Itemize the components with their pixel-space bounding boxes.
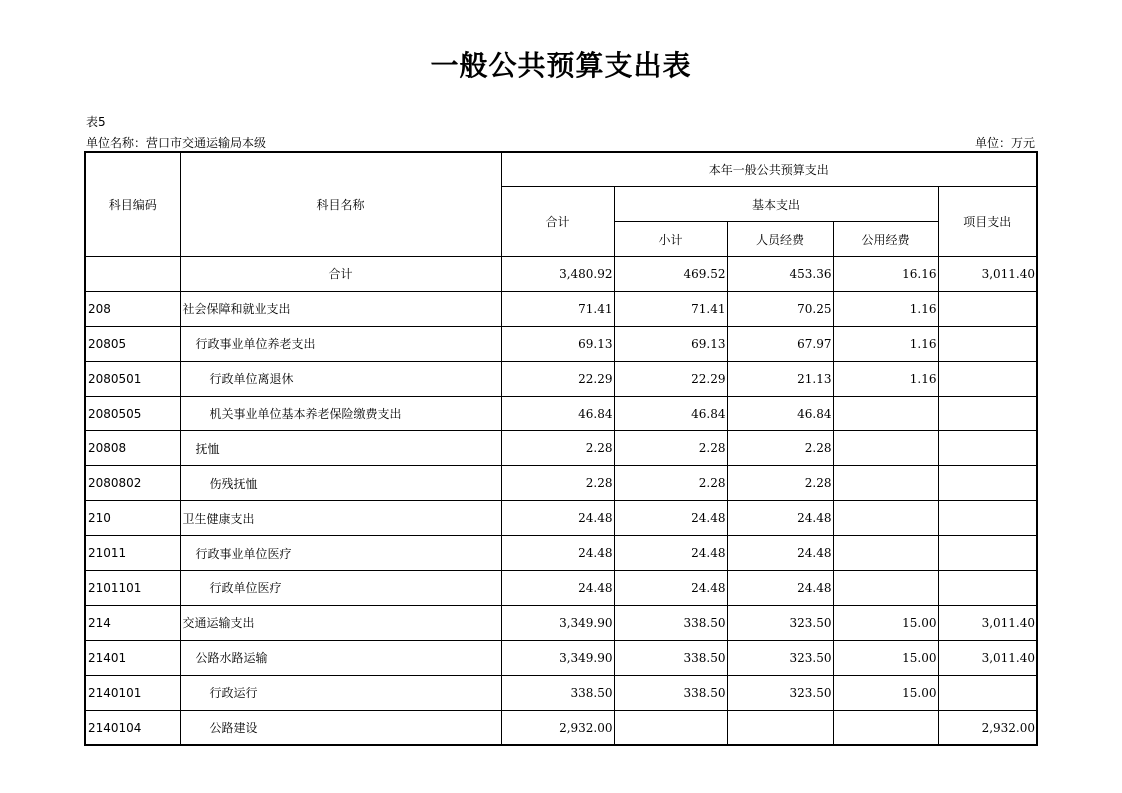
subtotal-amount-cell: 2.28 — [614, 431, 727, 466]
project-amount-cell — [938, 431, 1037, 466]
table-row — [85, 536, 1037, 571]
public-amount-cell — [833, 466, 938, 501]
header-budget-group: 本年一般公共预算支出 — [501, 152, 1037, 187]
total-amount-cell: 24.48 — [501, 536, 614, 571]
header-project-expenditure: 项目支出 — [938, 187, 1037, 257]
total-amount-cell: 24.48 — [501, 501, 614, 536]
page-title: 一般公共预算支出表 — [430, 49, 692, 82]
total-amount-cell: 2.28 — [501, 431, 614, 466]
project-amount-cell — [938, 291, 1037, 326]
table-row — [85, 710, 1037, 745]
subtotal-amount-cell: 46.84 — [614, 396, 727, 431]
subtotal-amount-cell: 69.13 — [614, 326, 727, 361]
subject-code-cell: 20805 — [85, 326, 180, 361]
table-row — [85, 291, 1037, 326]
total-amount-cell: 69.13 — [501, 326, 614, 361]
public-amount-cell — [833, 536, 938, 571]
total-amount-cell: 46.84 — [501, 396, 614, 431]
project-amount-cell — [938, 536, 1037, 571]
subject-code-cell: 2140101 — [85, 675, 180, 710]
personnel-amount-cell: 70.25 — [727, 291, 833, 326]
subject-name-cell: 公路建设 — [180, 710, 501, 745]
subtotal-amount-cell: 338.50 — [614, 640, 727, 675]
personnel-amount-cell: 21.13 — [727, 361, 833, 396]
subtotal-amount-cell: 24.48 — [614, 501, 727, 536]
subject-name-cell: 合计 — [180, 257, 501, 292]
table-row — [85, 466, 1037, 501]
public-amount-cell — [833, 431, 938, 466]
subject-code-cell — [85, 257, 180, 292]
subtotal-amount-cell: 2.28 — [614, 466, 727, 501]
project-amount-cell: 3,011.40 — [938, 257, 1037, 292]
header-subject-name: 科目名称 — [180, 152, 501, 257]
personnel-amount-cell: 24.48 — [727, 571, 833, 606]
public-amount-cell: 16.16 — [833, 257, 938, 292]
subject-name-cell: 行政单位医疗 — [180, 571, 501, 606]
subtotal-amount-cell: 338.50 — [614, 605, 727, 640]
total-amount-cell: 3,349.90 — [501, 640, 614, 675]
public-amount-cell — [833, 396, 938, 431]
project-amount-cell — [938, 326, 1037, 361]
table-row — [85, 571, 1037, 606]
public-amount-cell: 15.00 — [833, 605, 938, 640]
project-amount-cell — [938, 675, 1037, 710]
total-amount-cell: 22.29 — [501, 361, 614, 396]
project-amount-cell: 2,932.00 — [938, 710, 1037, 745]
subject-code-cell: 2080802 — [85, 466, 180, 501]
budget-expenditure-table — [84, 151, 1038, 746]
unit-name-label: 单位名称：营口市交通运输局本级 — [86, 136, 267, 150]
subject-name-cell: 行政事业单位医疗 — [180, 536, 501, 571]
public-amount-cell: 1.16 — [833, 361, 938, 396]
subtotal-amount-cell: 24.48 — [614, 571, 727, 606]
subject-name-cell: 行政单位离退休 — [180, 361, 501, 396]
total-amount-cell: 3,480.92 — [501, 257, 614, 292]
public-amount-cell: 15.00 — [833, 640, 938, 675]
personnel-amount-cell: 24.48 — [727, 501, 833, 536]
subject-name-cell: 交通运输支出 — [180, 605, 501, 640]
subject-code-cell: 21401 — [85, 640, 180, 675]
total-amount-cell: 3,349.90 — [501, 605, 614, 640]
project-amount-cell — [938, 361, 1037, 396]
table-total-row — [85, 257, 1037, 292]
table-row — [85, 431, 1037, 466]
subject-name-cell: 行政事业单位养老支出 — [180, 326, 501, 361]
subject-name-cell: 机关事业单位基本养老保险缴费支出 — [180, 396, 501, 431]
public-amount-cell — [833, 710, 938, 745]
subject-name-cell: 社会保障和就业支出 — [180, 291, 501, 326]
public-amount-cell — [833, 571, 938, 606]
public-amount-cell — [833, 501, 938, 536]
personnel-amount-cell: 67.97 — [727, 326, 833, 361]
subject-code-cell: 210 — [85, 501, 180, 536]
project-amount-cell — [938, 501, 1037, 536]
subtotal-amount-cell: 469.52 — [614, 257, 727, 292]
subtotal-amount-cell: 71.41 — [614, 291, 727, 326]
header-subtotal: 小计 — [614, 222, 727, 257]
table-row — [85, 326, 1037, 361]
subject-code-cell: 214 — [85, 605, 180, 640]
public-amount-cell: 1.16 — [833, 291, 938, 326]
total-amount-cell: 71.41 — [501, 291, 614, 326]
total-amount-cell: 338.50 — [501, 675, 614, 710]
subject-code-cell: 21011 — [85, 536, 180, 571]
table-row — [85, 361, 1037, 396]
total-amount-cell: 24.48 — [501, 571, 614, 606]
subtotal-amount-cell — [614, 710, 727, 745]
total-amount-cell: 2.28 — [501, 466, 614, 501]
table-body — [85, 257, 1037, 746]
subject-code-cell: 20808 — [85, 431, 180, 466]
subject-name-cell: 行政运行 — [180, 675, 501, 710]
personnel-amount-cell: 24.48 — [727, 536, 833, 571]
public-amount-cell: 15.00 — [833, 675, 938, 710]
subject-code-cell: 2080505 — [85, 396, 180, 431]
table-row — [85, 640, 1037, 675]
personnel-amount-cell — [727, 710, 833, 745]
personnel-amount-cell: 323.50 — [727, 675, 833, 710]
project-amount-cell: 3,011.40 — [938, 605, 1037, 640]
personnel-amount-cell: 323.50 — [727, 640, 833, 675]
subject-name-cell: 抚恤 — [180, 431, 501, 466]
currency-unit-label: 单位：万元 — [974, 136, 1035, 150]
personnel-amount-cell: 2.28 — [727, 431, 833, 466]
subject-code-cell: 2101101 — [85, 571, 180, 606]
header-subject-code: 科目编码 — [85, 152, 180, 257]
personnel-amount-cell: 453.36 — [727, 257, 833, 292]
subtotal-amount-cell: 22.29 — [614, 361, 727, 396]
header-public-expense: 公用经费 — [833, 222, 938, 257]
subject-code-cell: 208 — [85, 291, 180, 326]
project-amount-cell — [938, 571, 1037, 606]
header-personnel-expense: 人员经费 — [727, 222, 833, 257]
subtotal-amount-cell: 338.50 — [614, 675, 727, 710]
subject-name-cell: 公路水路运输 — [180, 640, 501, 675]
subject-name-cell: 伤残抚恤 — [180, 466, 501, 501]
total-amount-cell: 2,932.00 — [501, 710, 614, 745]
table-row — [85, 501, 1037, 536]
personnel-amount-cell: 323.50 — [727, 605, 833, 640]
subject-code-cell: 2140104 — [85, 710, 180, 745]
personnel-amount-cell: 46.84 — [727, 396, 833, 431]
subject-code-cell: 2080501 — [85, 361, 180, 396]
project-amount-cell — [938, 466, 1037, 501]
project-amount-cell: 3,011.40 — [938, 640, 1037, 675]
subtotal-amount-cell: 24.48 — [614, 536, 727, 571]
table-row — [85, 396, 1037, 431]
table-number: 表5 — [86, 115, 106, 129]
subject-name-cell: 卫生健康支出 — [180, 501, 501, 536]
table-row — [85, 675, 1037, 710]
personnel-amount-cell: 2.28 — [727, 466, 833, 501]
project-amount-cell — [938, 396, 1037, 431]
header-basic-expenditure: 基本支出 — [614, 187, 938, 222]
public-amount-cell: 1.16 — [833, 326, 938, 361]
table-row — [85, 605, 1037, 640]
header-total: 合计 — [501, 187, 614, 257]
